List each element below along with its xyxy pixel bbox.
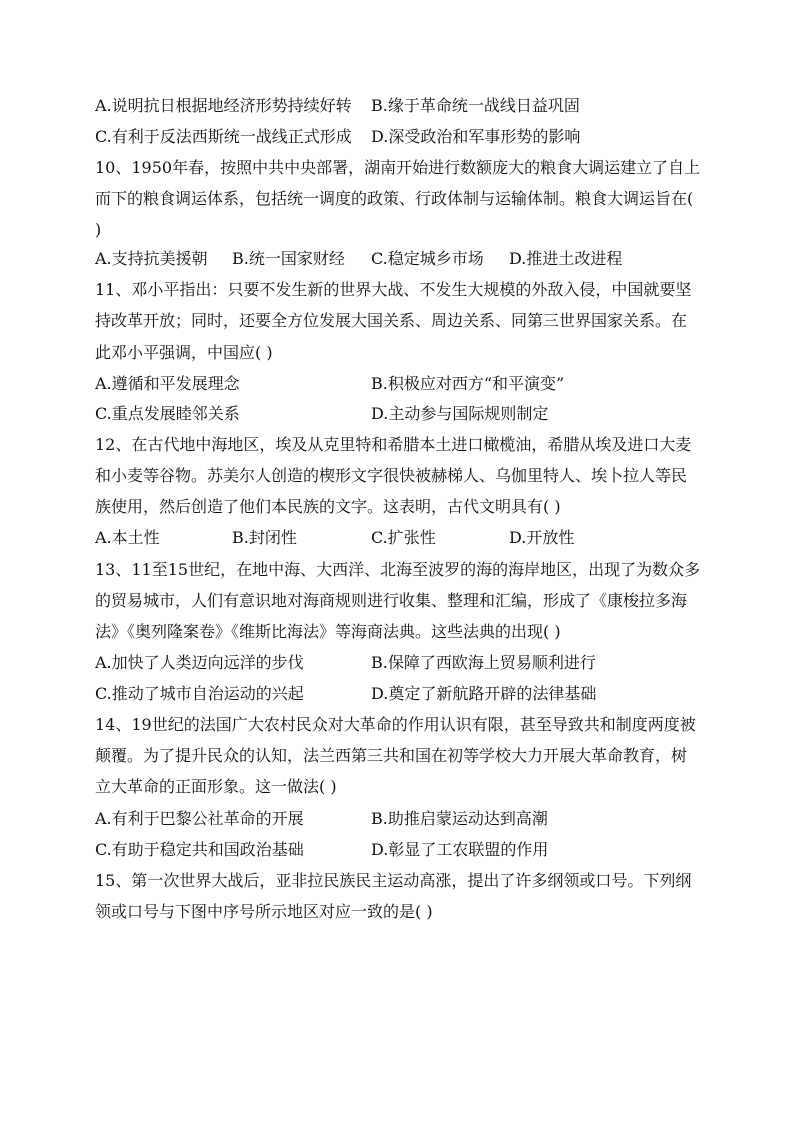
q12-stem-line-1: 12、在古代地中海地区，埃及从克里特和希腊本土进口橄榄油，希腊从埃及进口大麦 — [95, 435, 692, 454]
q9-options-row-1 — [95, 96, 705, 116]
q12-option-c[interactable]: C.扩张性 — [371, 528, 436, 547]
q11-option-a[interactable]: A.遵循和平发展理念 — [95, 374, 240, 393]
q13-option-d[interactable]: D.奠定了新航路开辟的法律基础 — [371, 684, 597, 703]
q12-option-a[interactable]: A.本土性 — [95, 528, 160, 547]
q11-options-row-1 — [95, 374, 705, 394]
q14-option-d[interactable]: D.彰显了工农联盟的作用 — [371, 840, 549, 859]
q15-stem-line-1: 15、第一次世界大战后，亚非拉民族民主运动高涨，提出了许多纲领或口号。下列纲 — [95, 871, 692, 890]
q11-option-b[interactable]: B.积极应对西方“和平演变” — [371, 374, 565, 393]
q14-options-row-2 — [95, 840, 705, 860]
q10-option-a[interactable]: A.支持抗美援朝 — [95, 249, 208, 268]
q12-option-d[interactable]: D.开放性 — [509, 528, 575, 547]
q11-options-row-2 — [95, 404, 705, 424]
q13-options-row-2 — [95, 684, 705, 704]
q10-option-d[interactable]: D.推进土改进程 — [509, 249, 623, 268]
q9-option-d[interactable]: D.深受政治和军事形势的影响 — [371, 127, 581, 146]
q13-option-b[interactable]: B.保障了西欧海上贸易顺利进行 — [371, 653, 596, 672]
q14-stem-line-1: 14、19世纪的法国广大农村民众对大革命的作用认识有限，甚至导致共和制度两度被 — [95, 715, 696, 734]
q14-option-b[interactable]: B.助推启蒙运动达到高潮 — [371, 809, 548, 828]
q9-option-a[interactable]: A.说明抗日根据地经济形势持续好转 — [95, 96, 352, 115]
q14-options-row-1 — [95, 809, 705, 829]
q14-stem-line-3: 立大革命的正面形象。这一做法( ) — [95, 777, 337, 796]
q13-stem-line-3: 法》《奥列隆案卷》《维斯比海法》等海商法典。这些法典的出现( ) — [95, 622, 561, 641]
q11-stem-line-2: 持改革开放；同时，还要全方位发展大国关系、周边关系、同第三世界国家关系。在 — [95, 311, 688, 330]
q9-options-row-2 — [95, 127, 705, 147]
q13-option-c[interactable]: C.推动了城市自治运动的兴起 — [95, 684, 304, 703]
q15-stem-line-2: 领或口号与下图中序号所示地区对应一致的是( ) — [95, 902, 433, 921]
q14-stem-line-2: 颠覆。为了提升民众的认知，法兰西第三共和国在初等学校大力开展大革命教育，树 — [95, 746, 688, 765]
q11-option-d[interactable]: D.主动参与国际规则制定 — [371, 404, 549, 423]
q11-stem-line-3: 此邓小平强调，中国应( ) — [95, 343, 273, 362]
q12-option-b[interactable]: B.封闭性 — [232, 528, 297, 547]
q13-stem-line-2: 的贸易城市，人们有意识地对海商规则进行收集、整理和汇编，形成了《康梭拉多海 — [95, 591, 688, 610]
q12-stem-line-3: 族使用，然后创造了他们本民族的文字。这表明，古代文明具有( ) — [95, 497, 561, 516]
q10-option-b[interactable]: B.统一国家财经 — [232, 249, 345, 268]
q10-stem-line-3: ) — [95, 220, 102, 239]
q12-options-row — [95, 528, 705, 548]
q11-option-c[interactable]: C.重点发展睦邻关系 — [95, 404, 240, 423]
q14-option-c[interactable]: C.有助于稳定共和国政治基础 — [95, 840, 304, 859]
q11-stem-line-1: 11、邓小平指出：只要不发生新的世界大战、不发生大规模的外敌入侵，中国就要坚 — [95, 280, 692, 299]
q13-options-row-1 — [95, 653, 705, 673]
q9-option-c[interactable]: C.有利于反法西斯统一战线正式形成 — [95, 127, 352, 146]
q10-stem-line-1: 10、1950年春，按照中共中央部署，湖南开始进行数额庞大的粮食大调运建立了自上 — [95, 158, 701, 177]
q10-option-c[interactable]: C.稳定城乡市场 — [371, 249, 484, 268]
q9-option-b[interactable]: B.缘于革命统一战线日益巩固 — [371, 96, 580, 115]
q13-option-a[interactable]: A.加快了人类迈向远洋的步伐 — [95, 653, 304, 672]
q10-options-row — [95, 249, 705, 269]
q10-stem-line-2: 而下的粮食调运体系，包括统一调度的政策、行政体制与运输体制。粮食大调运旨在( — [95, 189, 694, 208]
q13-stem-line-1: 13、11至15世纪，在地中海、大西洋、北海至波罗的海的海岸地区，出现了为数众多 — [95, 560, 701, 579]
q14-option-a[interactable]: A.有利于巴黎公社革命的开展 — [95, 809, 304, 828]
q12-stem-line-2: 和小麦等谷物。苏美尔人创造的楔形文字很快被赫梯人、乌伽里特人、埃卜拉人等民 — [95, 466, 688, 485]
